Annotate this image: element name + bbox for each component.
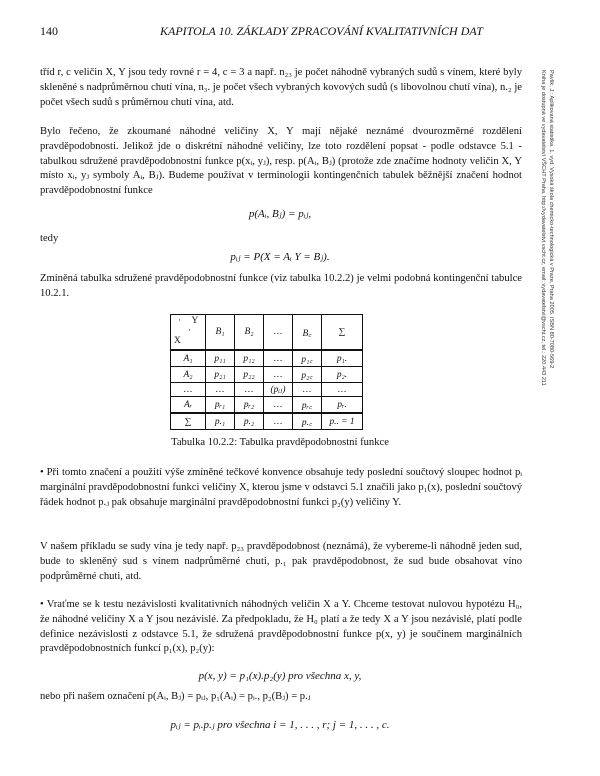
probability-table	[170, 314, 363, 430]
running-title: KAPITOLA 10. ZÁKLADY ZPRACOVÁNÍ KVALITATIVNÍCH DAT	[160, 24, 483, 38]
table-row: … … … (pᵢⱼ) … …	[171, 383, 363, 397]
table-header-cell: ∑	[322, 315, 363, 351]
equation-independence: p(x, y) = p₁(x).p₂(y) pro všechna x, y,	[198, 670, 362, 682]
table-row: Aᵣ pᵣ₁ pᵣ₂ … pᵣ꜀ pᵣ.	[171, 397, 363, 414]
table-header-cell: B꜀	[293, 315, 322, 351]
paragraph-marginal: • Při tomto značení a použití výše zmíněné tečkové konvence obsahuje tedy poslední součtový sloupec hodnot pᵢ marginální pravděpodobnostní funkci veličiny X, kterou jsme v odstavci 5.1 značili jako p₁(x), poslední součtový řádek hodnot p.ⱼ pak obsahuje marginální pravděpodobnostní funkci p₂(y) veličiny Y.	[40, 467, 522, 508]
paragraph-tedy: tedy	[40, 233, 59, 244]
table-row: A₂ p₂₁ p₂₂ … p₂꜀ p₂.	[171, 367, 363, 383]
table-header-cell: B₂	[235, 315, 264, 351]
table-corner-cell: · Y · X	[171, 315, 206, 351]
paragraph-classes: tříd r, c veličin X, Y jsou tedy rovné r = 4, c = 3 a např. n₂₃ je počet náhodně vybraných sudů s vínem, které byly skleněné s nadprůměrnou chutí vína, n₃. je počet všech vybraných kovových sudů (s libovolnou chutí vína), n.₂ je počet všech sudů s průměrnou chutí vína, atd.	[40, 67, 522, 108]
table-header-row	[171, 315, 363, 351]
paragraph-example: V našem příkladu se sudy vína je tedy např. p₂₃ pravděpodobnost (neznámá), že vybereme-li náhodně jeden sud, bude to skleněný sud s vínem nadprůměrné chuti, p.₁ pak pravděpodobnost, že sud bude obsahovat víno podprůměrné chuti, atd.	[40, 541, 522, 582]
equation-product: pᵢⱼ = pᵢ.p.ⱼ pro všechna i = 1, . . . , r; j = 1, . . . , c.	[170, 719, 390, 731]
page-number: 140	[40, 24, 58, 38]
equation-pij: p(Aᵢ, Bⱼ) = pᵢⱼ,	[248, 208, 312, 220]
equation-probability: pᵢⱼ = P(X = Aᵢ Y = Bⱼ).	[230, 251, 330, 263]
paragraph-notation: nebo při našem označení p(Aᵢ, Bⱼ) = pᵢⱼ, p₁(Aᵢ) = pᵢ., p₂(Bⱼ) = p.ⱼ	[40, 691, 311, 702]
side-citation	[530, 70, 556, 530]
table-header-cell: …	[264, 315, 293, 351]
side-citation-line-1: Pavlík, J.: Aplikovaná statistika. 1. vyd. Vysoká škola chemicko-technologická v Praze, Praha 2005. ISBN 80-7080-569-2	[548, 70, 554, 369]
table-sum-row: ∑ p.₁ p.₂ … p.꜀ p.. = 1	[171, 413, 363, 430]
paragraph-distribution: Bylo řečeno, že zkoumané náhodné veličiny X, Y mají nějaké neznámé dvourozměrné rozdělení pravděpodobnosti. Jelikož jde o diskrétní náhodné veličiny, lze toto rozdělení popsat - podle odstavce 5.1 - tabulkou sdružené pravděpodobnostní funkce p(xᵢ, yⱼ), resp. p(Aᵢ, Bⱼ) (protože zde značíme hodnoty veličin X, Y místo xᵢ, yⱼ symboly Aᵢ, Bⱼ). Budeme používat v terminologii kontingenčních tabulek běžnější značení hodnot pravděpodobnostní funkce	[40, 126, 522, 197]
paragraph-table-ref: Zmíněná tabulka sdružené pravděpodobnostní funkce (viz tabulka 10.2.2) je velmi podobná kontingenční tabulce 10.2.1.	[40, 273, 522, 299]
table-caption: Tabulka 10.2.2: Tabulka pravděpodobnostní funkce	[171, 437, 389, 448]
paragraph-independence: • Vraťme se k testu nezávislosti kvalitativních náhodných veličin X a Y. Chceme testovat nulovou hypotézu H₀, že náhodné veličiny X a Y jsou nezávislé. Za předpokladu, že H₀ platí a že tedy X a Y jsou nezávislé, platí podle definice nezávislosti z odstavce 5.1, že sdružená pravděpodobnostní funkce p(x, y) je součinem marginálních pravděpodobnostních funkcí p₁(x), p₂(y):	[40, 599, 522, 655]
table-header-cell: B₁	[206, 315, 235, 351]
side-citation-line-2: Kniha je dostupná ve vydavatelství VŠCHT Praha, http://vydavatelstvi.vscht.cz, email: vydavatelstvi@vscht.cz, tel.: 220 443 211	[540, 70, 547, 386]
table-row: A₁ p₁₁ p₁₂ … p₁꜀ p₁.	[171, 350, 363, 367]
